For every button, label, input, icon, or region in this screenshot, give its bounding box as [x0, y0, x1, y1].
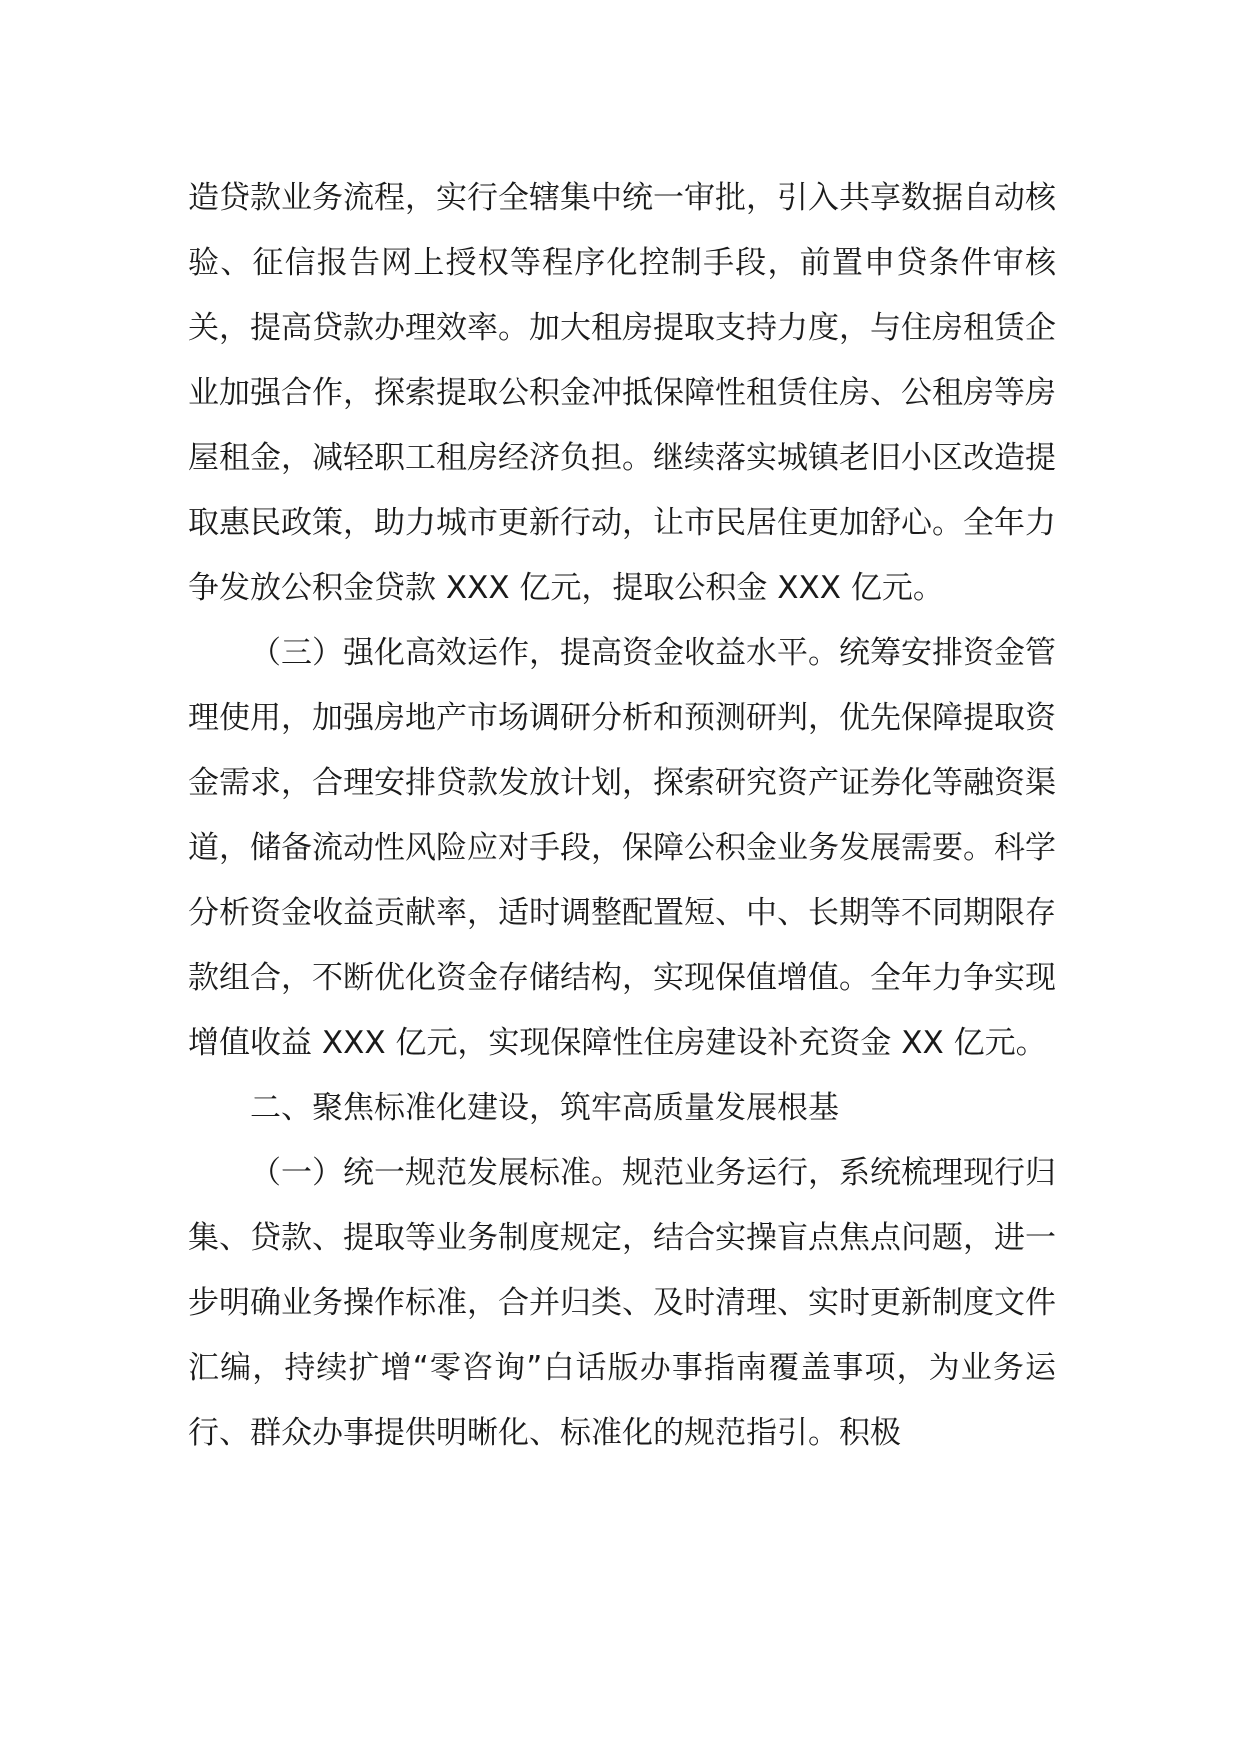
section-heading-2: 二、聚焦标准化建设，筑牢高质量发展根基: [250, 1090, 839, 1126]
paragraph-continuation: 造贷款业务流程，实行全辖集中统一审批，引入共享数据自动核验、征信报告网上授权等程序化控制手段，前置申贷条件审核关，提高贷款办理效率。加大租房提取支持力度，与住房租赁企业加强合作，探索提取公积金冲抵保障性租赁住房、公租房等房屋租金，减轻职工租房经济负担。继续落实城镇老旧小区改造提取惠民政策，助力城市更新行动，让市民居住更加舒心。全年力争发放公积金贷款 XXX 亿元，提取公积金 XXX 亿元。: [188, 180, 1056, 606]
document-body: [188, 166, 1056, 1466]
paragraph-section-3: （三）强化高效运作，提高资金收益水平。统筹安排资金管理使用，加强房地产市场调研分析和预测研判，优先保障提取资金需求，合理安排贷款发放计划，探索研究资产证券化等融资渠道，储备流动性风险应对手段，保障公积金业务发展需要。科学分析资金收益贡献率，适时调整配置短、中、长期等不同期限存款组合，不断优化资金存储结构，实现保值增值。全年力争实现增值收益 XXX 亿元，实现保障性住房建设补充资金 XX 亿元。: [188, 635, 1056, 1061]
paragraph-subsection-1: （一）统一规范发展标准。规范业务运行，系统梳理现行归集、贷款、提取等业务制度规定，结合实操盲点焦点问题，进一步明确业务操作标准，合并归类、及时清理、实时更新制度文件汇编，持续扩增“零咨询”白话版办事指南覆盖事项，为业务运行、群众办事提供明晰化、标准化的规范指引。积极: [188, 1155, 1056, 1451]
